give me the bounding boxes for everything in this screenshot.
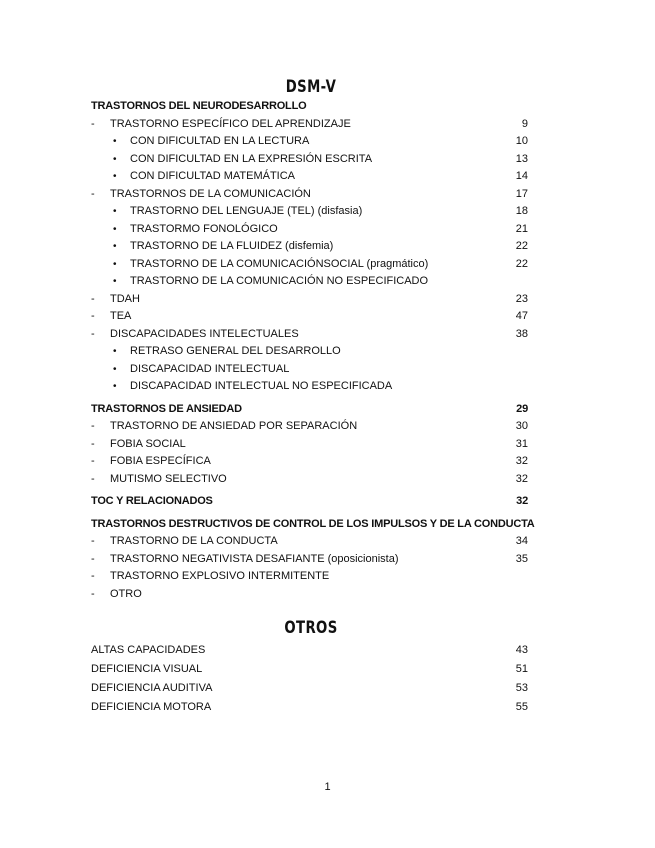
dash-marker: -	[91, 455, 95, 467]
toc-entry-page: 22	[515, 257, 528, 270]
toc-entry	[91, 551, 531, 569]
toc-entry-page: 9	[521, 117, 528, 130]
bullet-marker: •	[113, 153, 117, 165]
dash-marker: -	[91, 535, 95, 547]
dash-marker: -	[91, 117, 95, 130]
toc-entry	[91, 273, 531, 291]
bullet-marker: •	[113, 206, 117, 217]
bullet-marker: •	[113, 346, 117, 357]
document-title: DSM-V	[285, 77, 337, 97]
dash-marker: -	[91, 327, 95, 340]
toc-entry-page: 47	[515, 310, 528, 322]
dash-marker: -	[91, 310, 95, 322]
toc-entry	[91, 291, 531, 309]
toc-entry-text: FOBIA SOCIAL	[110, 437, 186, 450]
dash-marker: -	[91, 187, 95, 200]
toc-entry	[91, 361, 531, 379]
toc-entry	[91, 378, 531, 396]
toc-entry	[91, 186, 531, 204]
toc-entry	[91, 586, 531, 604]
others-title: OTROS	[284, 618, 338, 638]
toc-entry-text: MUTISMO SELECTIVO	[110, 472, 227, 485]
toc-entry-text: TRASTORNO EXPLOSIVO INTERMITENTE	[110, 570, 330, 582]
bullet-marker: •	[113, 223, 117, 235]
toc-entry-page: 34	[515, 535, 528, 547]
toc-entry-text: RETRASO GENERAL DEL DESARROLLO	[130, 345, 341, 357]
bullet-marker: •	[113, 258, 117, 270]
dash-marker: -	[91, 587, 95, 600]
others-entry-page: 51	[515, 663, 528, 675]
bullet-marker: •	[113, 276, 117, 287]
toc-entry	[91, 168, 531, 186]
others-entry-text: DEFICIENCIA VISUAL	[91, 663, 203, 675]
others-entry-text: DEFICIENCIA MOTORA	[91, 701, 212, 713]
toc-entry	[91, 471, 531, 489]
toc-entry-text: DISCAPACIDAD INTELECTUAL NO ESPECIFICADA	[130, 380, 393, 392]
toc-entry-text: TRASTORNO NEGATIVISTA DESAFIANTE (oposicionista)	[110, 552, 399, 565]
toc-entry-page: 10	[515, 135, 528, 147]
toc-entry-text: TRASTORNO DE LA CONDUCTA	[110, 535, 278, 547]
section-heading	[91, 401, 531, 419]
toc-entry-page: 23	[515, 292, 528, 305]
toc-entry	[91, 221, 531, 239]
toc-entry-text: TRASTORNO DE ANSIEDAD POR SEPARACIÓN	[110, 420, 358, 432]
toc-entry	[91, 436, 531, 454]
others-entry-text: ALTAS CAPACIDADES	[91, 644, 206, 656]
toc-entry	[91, 116, 531, 134]
others-entry	[91, 698, 531, 717]
table-of-contents	[91, 76, 535, 717]
others-list	[91, 641, 531, 717]
toc-entry-text: OTRO	[110, 587, 142, 600]
section-heading-page: 32	[516, 495, 528, 507]
toc-entry-page: 22	[515, 240, 528, 252]
toc-entry	[91, 151, 531, 169]
toc-entry-text: CON DIFICULTAD EN LA EXPRESIÓN ESCRITA	[130, 152, 373, 165]
toc-entry	[91, 133, 531, 151]
section-heading-text: TOC Y RELACIONADOS	[91, 495, 213, 507]
bullet-marker: •	[113, 171, 117, 182]
toc-entry-page: 38	[515, 327, 528, 340]
section-heading	[91, 493, 531, 511]
section-heading-text: TRASTORNOS DE ANSIEDAD	[91, 402, 242, 415]
toc-entry	[91, 238, 531, 256]
bullet-marker: •	[113, 381, 117, 392]
toc-entry-text: TRASTORMO FONOLÓGICO	[130, 222, 278, 235]
toc-entry-page: 31	[515, 437, 528, 450]
section-heading	[91, 516, 535, 534]
toc-entry-text: CON DIFICULTAD EN LA LECTURA	[130, 135, 310, 147]
section-heading-text: TRASTORNOS DEL NEURODESARROLLO	[91, 100, 307, 112]
others-entry	[91, 679, 531, 698]
toc-entry	[91, 533, 531, 551]
others-entry-page: 53	[515, 682, 528, 694]
section-heading-text: TRASTORNOS DESTRUCTIVOS DE CONTROL DE LOS IMPULSOS Y DE LA CONDUCTA	[91, 517, 535, 530]
section-heading	[91, 98, 531, 116]
toc-entry	[91, 326, 531, 344]
toc-entry	[91, 453, 531, 471]
others-entry	[91, 660, 531, 679]
toc-entry-text: DISCAPACIDAD INTELECTUAL	[130, 362, 290, 375]
toc-entry-text: TRASTORNO DE LA COMUNICACIÓNSOCIAL (pragmático)	[130, 257, 429, 270]
toc-entry-page: 30	[515, 420, 528, 432]
others-entry-page: 43	[515, 644, 528, 656]
page-number: 1	[324, 781, 331, 793]
dash-marker: -	[91, 437, 95, 450]
others-entry-page: 55	[515, 701, 528, 713]
toc-entry-page: 13	[515, 152, 528, 165]
toc-entry-page: 21	[515, 222, 528, 235]
toc-entry-page: 17	[515, 187, 528, 200]
dsm-sections	[91, 98, 535, 603]
dash-marker: -	[91, 420, 95, 432]
toc-entry-text: TRASTORNO ESPECÍFICO DEL APRENDIZAJE	[110, 117, 351, 130]
toc-entry	[91, 418, 531, 436]
toc-entry-page: 32	[515, 455, 528, 467]
bullet-marker: •	[113, 136, 117, 147]
toc-entry-page: 14	[515, 170, 528, 182]
others-entry	[91, 641, 531, 660]
dash-marker: -	[91, 472, 95, 485]
toc-entry-page: 35	[515, 552, 528, 565]
bullet-marker: •	[113, 241, 117, 252]
toc-entry-text: TEA	[110, 310, 132, 322]
toc-entry-text: TDAH	[110, 292, 140, 305]
bullet-marker: •	[113, 363, 117, 375]
toc-entry-text: TRASTORNO DE LA COMUNICACIÓN NO ESPECIFICADO	[130, 275, 429, 287]
toc-entry-text: DISCAPACIDADES INTELECTUALES	[110, 327, 299, 340]
toc-entry-page: 32	[515, 472, 528, 485]
toc-entry-page: 18	[515, 205, 528, 217]
toc-entry-text: FOBIA ESPECÍFICA	[110, 455, 211, 467]
dash-marker: -	[91, 292, 95, 305]
toc-entry-text: TRASTORNOS DE LA COMUNICACIÓN	[110, 187, 311, 200]
toc-entry-text: TRASTORNO DE LA FLUIDEZ (disfemia)	[130, 240, 334, 252]
toc-entry	[91, 568, 531, 586]
section-heading-page: 29	[516, 402, 528, 415]
toc-entry	[91, 203, 531, 221]
toc-entry	[91, 256, 531, 274]
dash-marker: -	[91, 570, 95, 582]
dash-marker: -	[91, 552, 95, 565]
others-entry-text: DEFICIENCIA AUDITIVA	[91, 682, 213, 694]
toc-entry-text: TRASTORNO DEL LENGUAJE (TEL) (disfasia)	[130, 205, 363, 217]
toc-entry-text: CON DIFICULTAD MATEMÁTICA	[130, 170, 295, 182]
toc-entry	[91, 343, 531, 361]
toc-entry	[91, 308, 531, 326]
